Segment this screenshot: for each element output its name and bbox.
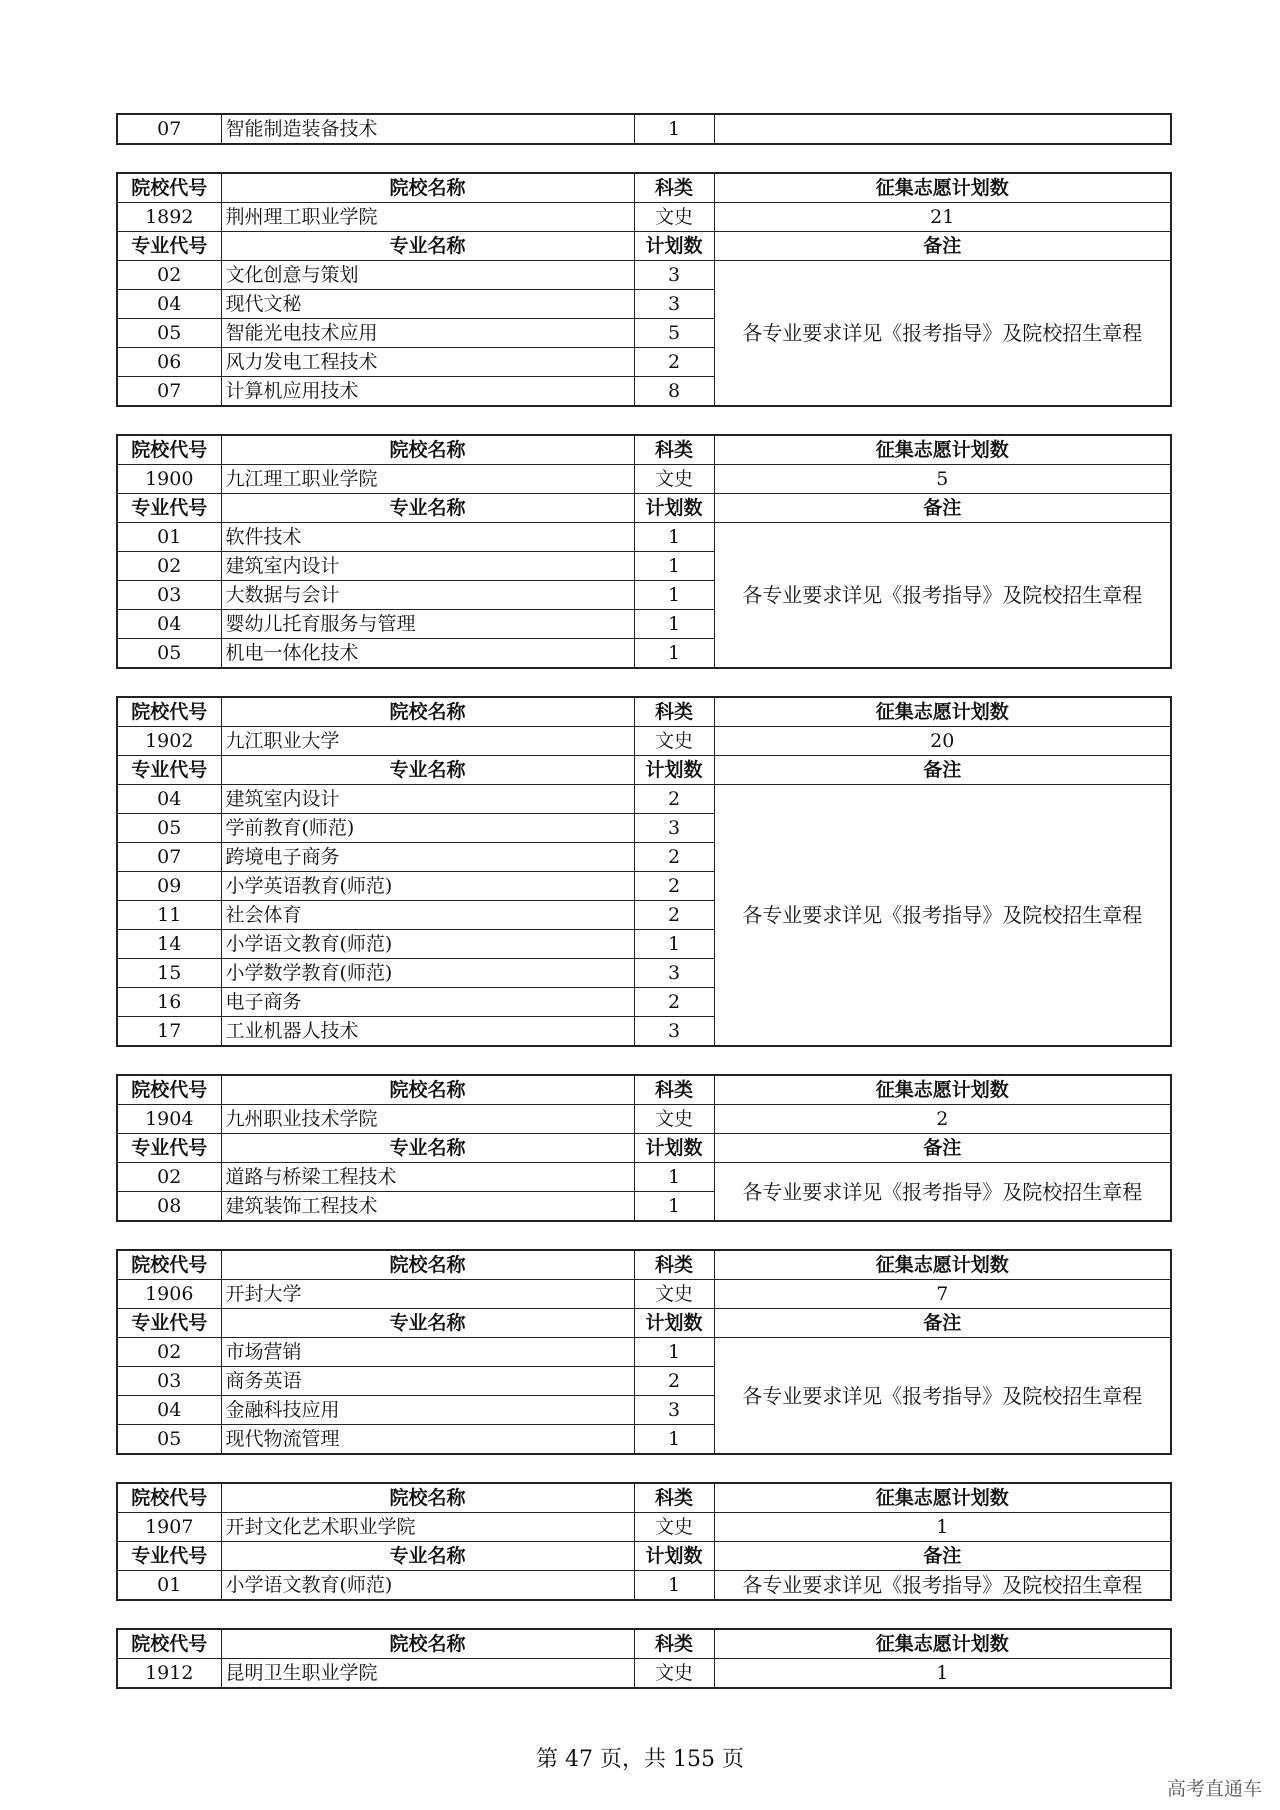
plan-count-cell: 2 xyxy=(634,785,714,814)
plan-count-cell: 2 xyxy=(634,348,714,377)
header-school-code: 院校代号 xyxy=(117,173,221,203)
header-school-name: 院校名称 xyxy=(221,1250,634,1280)
major-code-cell: 16 xyxy=(117,988,221,1017)
header-plan-total: 征集志愿计划数 xyxy=(714,1250,1171,1280)
plan-count-cell: 3 xyxy=(634,261,714,290)
major-code-cell: 11 xyxy=(117,901,221,930)
plan-total-cell: 2 xyxy=(714,1105,1171,1134)
header-category: 科类 xyxy=(634,173,714,203)
plan-total-cell: 5 xyxy=(714,465,1171,494)
header-major-name: 专业名称 xyxy=(221,494,634,523)
major-code-cell: 04 xyxy=(117,610,221,639)
table-row xyxy=(117,523,1171,552)
plan-count-cell: 2 xyxy=(634,843,714,872)
header-plan-total: 征集志愿计划数 xyxy=(714,1483,1171,1513)
header-remarks: 备注 xyxy=(714,1309,1171,1338)
plan-count-cell: 1 xyxy=(634,1425,714,1455)
school-code-cell: 1912 xyxy=(117,1659,221,1689)
category-cell: 文史 xyxy=(634,1513,714,1542)
category-cell: 文史 xyxy=(634,1105,714,1134)
major-name-cell: 智能制造装备技术 xyxy=(221,114,634,144)
school-code-cell: 1907 xyxy=(117,1513,221,1542)
header-remarks: 备注 xyxy=(714,1134,1171,1163)
major-code-cell: 17 xyxy=(117,1017,221,1047)
remark-cell: 各专业要求详见《报考指导》及院校招生章程 xyxy=(714,1571,1171,1601)
school-header-row xyxy=(117,1250,1171,1280)
major-name-cell: 商务英语 xyxy=(221,1367,634,1396)
school-name-cell: 九州职业技术学院 xyxy=(221,1105,634,1134)
category-cell: 文史 xyxy=(634,203,714,232)
major-name-cell: 智能光电技术应用 xyxy=(221,319,634,348)
school-info-row xyxy=(117,727,1171,756)
school-info-row xyxy=(117,465,1171,494)
school-table xyxy=(116,1482,1172,1601)
major-header-row xyxy=(117,1309,1171,1338)
category-cell: 文史 xyxy=(634,1280,714,1309)
plan-count-cell: 1 xyxy=(634,114,714,144)
plan-count-cell: 8 xyxy=(634,377,714,407)
header-school-name: 院校名称 xyxy=(221,1483,634,1513)
header-category: 科类 xyxy=(634,435,714,465)
major-code-cell: 04 xyxy=(117,1396,221,1425)
major-code-cell: 05 xyxy=(117,319,221,348)
school-table xyxy=(116,1628,1172,1689)
school-table xyxy=(116,434,1172,669)
plan-count-cell: 1 xyxy=(634,610,714,639)
watermark-text: 高考直通车 xyxy=(1166,1778,1262,1800)
school-header-row xyxy=(117,435,1171,465)
plan-count-cell: 1 xyxy=(634,523,714,552)
header-plan-total: 征集志愿计划数 xyxy=(714,435,1171,465)
major-header-row xyxy=(117,494,1171,523)
major-code-cell: 07 xyxy=(117,377,221,407)
header-school-code: 院校代号 xyxy=(117,1629,221,1659)
header-major-name: 专业名称 xyxy=(221,1134,634,1163)
remark-cell: 各专业要求详见《报考指导》及院校招生章程 xyxy=(714,1338,1171,1455)
major-name-cell: 建筑室内设计 xyxy=(221,785,634,814)
header-category: 科类 xyxy=(634,1483,714,1513)
plan-total-cell: 1 xyxy=(714,1659,1171,1689)
school-code-cell: 1904 xyxy=(117,1105,221,1134)
school-name-cell: 九江理工职业学院 xyxy=(221,465,634,494)
header-major-name: 专业名称 xyxy=(221,756,634,785)
header-category: 科类 xyxy=(634,1250,714,1280)
major-code-cell: 15 xyxy=(117,959,221,988)
school-table xyxy=(116,172,1172,407)
major-header-row xyxy=(117,756,1171,785)
header-major-code: 专业代号 xyxy=(117,1134,221,1163)
remark-cell: 各专业要求详见《报考指导》及院校招生章程 xyxy=(714,261,1171,407)
plan-count-cell: 2 xyxy=(634,988,714,1017)
category-cell: 文史 xyxy=(634,1659,714,1689)
header-major-code: 专业代号 xyxy=(117,232,221,261)
plan-count-cell: 3 xyxy=(634,1396,714,1425)
school-info-row xyxy=(117,1105,1171,1134)
plan-count-cell: 2 xyxy=(634,901,714,930)
table-row xyxy=(117,1571,1171,1601)
major-name-cell: 现代物流管理 xyxy=(221,1425,634,1455)
category-cell: 文史 xyxy=(634,727,714,756)
plan-count-cell: 3 xyxy=(634,1017,714,1047)
major-name-cell: 建筑装饰工程技术 xyxy=(221,1192,634,1222)
school-table xyxy=(116,696,1172,1047)
major-name-cell: 婴幼儿托育服务与管理 xyxy=(221,610,634,639)
header-school-code: 院校代号 xyxy=(117,1483,221,1513)
school-info-row xyxy=(117,203,1171,232)
plan-count-cell: 1 xyxy=(634,552,714,581)
major-code-cell: 02 xyxy=(117,261,221,290)
major-name-cell: 电子商务 xyxy=(221,988,634,1017)
major-code-cell: 07 xyxy=(117,114,221,144)
plan-total-cell: 21 xyxy=(714,203,1171,232)
major-code-cell: 08 xyxy=(117,1192,221,1222)
category-cell: 文史 xyxy=(634,465,714,494)
major-code-cell: 03 xyxy=(117,581,221,610)
plan-total-cell: 7 xyxy=(714,1280,1171,1309)
major-code-cell: 04 xyxy=(117,290,221,319)
major-code-cell: 05 xyxy=(117,814,221,843)
school-name-cell: 荆州理工职业学院 xyxy=(221,203,634,232)
major-name-cell: 建筑室内设计 xyxy=(221,552,634,581)
school-table xyxy=(116,1074,1172,1222)
header-remarks: 备注 xyxy=(714,756,1171,785)
header-major-code: 专业代号 xyxy=(117,1542,221,1571)
major-name-cell: 工业机器人技术 xyxy=(221,1017,634,1047)
major-code-cell: 14 xyxy=(117,930,221,959)
school-code-cell: 1902 xyxy=(117,727,221,756)
major-header-row xyxy=(117,232,1171,261)
major-code-cell: 01 xyxy=(117,523,221,552)
major-code-cell: 05 xyxy=(117,639,221,669)
major-name-cell: 小学语文教育(师范) xyxy=(221,930,634,959)
header-remarks: 备注 xyxy=(714,494,1171,523)
header-plan-total: 征集志愿计划数 xyxy=(714,1629,1171,1659)
major-name-cell: 市场营销 xyxy=(221,1338,634,1367)
header-plan-count: 计划数 xyxy=(634,1134,714,1163)
plan-count-cell: 1 xyxy=(634,930,714,959)
plan-count-cell: 5 xyxy=(634,319,714,348)
header-school-name: 院校名称 xyxy=(221,435,634,465)
header-plan-count: 计划数 xyxy=(634,1542,714,1571)
header-school-name: 院校名称 xyxy=(221,173,634,203)
major-code-cell: 03 xyxy=(117,1367,221,1396)
major-code-cell: 07 xyxy=(117,843,221,872)
header-remarks: 备注 xyxy=(714,1542,1171,1571)
header-plan-count: 计划数 xyxy=(634,756,714,785)
school-name-cell: 开封大学 xyxy=(221,1280,634,1309)
major-name-cell: 小学英语教育(师范) xyxy=(221,872,634,901)
plan-count-cell: 1 xyxy=(634,581,714,610)
plan-count-cell: 3 xyxy=(634,290,714,319)
header-school-code: 院校代号 xyxy=(117,1250,221,1280)
header-major-code: 专业代号 xyxy=(117,494,221,523)
table-row xyxy=(117,1163,1171,1192)
major-name-cell: 文化创意与策划 xyxy=(221,261,634,290)
plan-count-cell: 1 xyxy=(634,1338,714,1367)
header-plan-count: 计划数 xyxy=(634,494,714,523)
major-code-cell: 02 xyxy=(117,1163,221,1192)
header-major-code: 专业代号 xyxy=(117,756,221,785)
major-name-cell: 小学语文教育(师范) xyxy=(221,1571,634,1601)
plan-count-cell: 1 xyxy=(634,1571,714,1601)
major-code-cell: 02 xyxy=(117,552,221,581)
major-name-cell: 现代文秘 xyxy=(221,290,634,319)
school-header-row xyxy=(117,1483,1171,1513)
major-name-cell: 计算机应用技术 xyxy=(221,377,634,407)
plan-count-cell: 3 xyxy=(634,959,714,988)
header-major-name: 专业名称 xyxy=(221,1309,634,1338)
header-major-name: 专业名称 xyxy=(221,232,634,261)
header-school-code: 院校代号 xyxy=(117,1075,221,1105)
header-plan-count: 计划数 xyxy=(634,232,714,261)
remark-cell: 各专业要求详见《报考指导》及院校招生章程 xyxy=(714,1163,1171,1222)
major-name-cell: 小学数学教育(师范) xyxy=(221,959,634,988)
plan-count-cell: 3 xyxy=(634,814,714,843)
page-number: 第 47 页，共 155 页 xyxy=(536,1747,744,1772)
school-header-row xyxy=(117,1075,1171,1105)
table-row xyxy=(117,261,1171,290)
major-header-row xyxy=(117,1134,1171,1163)
remark-cell xyxy=(714,114,1171,144)
major-code-cell: 06 xyxy=(117,348,221,377)
plan-count-cell: 2 xyxy=(634,872,714,901)
major-name-cell: 学前教育(师范) xyxy=(221,814,634,843)
header-category: 科类 xyxy=(634,1629,714,1659)
header-school-name: 院校名称 xyxy=(221,697,634,727)
header-school-code: 院校代号 xyxy=(117,697,221,727)
major-code-cell: 01 xyxy=(117,1571,221,1601)
admission-plan-tables xyxy=(116,113,1170,1689)
school-name-cell: 开封文化艺术职业学院 xyxy=(221,1513,634,1542)
school-info-row xyxy=(117,1280,1171,1309)
header-remarks: 备注 xyxy=(714,232,1171,261)
header-plan-total: 征集志愿计划数 xyxy=(714,173,1171,203)
header-plan-count: 计划数 xyxy=(634,1309,714,1338)
school-info-row xyxy=(117,1513,1171,1542)
school-header-row xyxy=(117,697,1171,727)
header-category: 科类 xyxy=(634,1075,714,1105)
plan-count-cell: 1 xyxy=(634,639,714,669)
header-school-name: 院校名称 xyxy=(221,1629,634,1659)
header-category: 科类 xyxy=(634,697,714,727)
school-code-cell: 1900 xyxy=(117,465,221,494)
major-code-cell: 09 xyxy=(117,872,221,901)
school-header-row xyxy=(117,1629,1171,1659)
major-name-cell: 道路与桥梁工程技术 xyxy=(221,1163,634,1192)
remark-cell: 各专业要求详见《报考指导》及院校招生章程 xyxy=(714,523,1171,669)
header-major-name: 专业名称 xyxy=(221,1542,634,1571)
major-name-cell: 大数据与会计 xyxy=(221,581,634,610)
major-name-cell: 社会体育 xyxy=(221,901,634,930)
header-school-name: 院校名称 xyxy=(221,1075,634,1105)
school-name-cell: 昆明卫生职业学院 xyxy=(221,1659,634,1689)
plan-count-cell: 2 xyxy=(634,1367,714,1396)
school-table xyxy=(116,1249,1172,1455)
header-plan-total: 征集志愿计划数 xyxy=(714,697,1171,727)
major-code-cell: 04 xyxy=(117,785,221,814)
major-header-row xyxy=(117,1542,1171,1571)
school-code-cell: 1892 xyxy=(117,203,221,232)
continued-table xyxy=(116,113,1172,145)
table-row xyxy=(117,114,1171,144)
remark-cell: 各专业要求详见《报考指导》及院校招生章程 xyxy=(714,785,1171,1047)
major-name-cell: 金融科技应用 xyxy=(221,1396,634,1425)
plan-count-cell: 1 xyxy=(634,1192,714,1222)
school-code-cell: 1906 xyxy=(117,1280,221,1309)
school-info-row xyxy=(117,1659,1171,1689)
header-major-code: 专业代号 xyxy=(117,1309,221,1338)
table-row xyxy=(117,785,1171,814)
plan-total-cell: 1 xyxy=(714,1513,1171,1542)
header-plan-total: 征集志愿计划数 xyxy=(714,1075,1171,1105)
major-name-cell: 风力发电工程技术 xyxy=(221,348,634,377)
major-name-cell: 跨境电子商务 xyxy=(221,843,634,872)
plan-total-cell: 20 xyxy=(714,727,1171,756)
major-name-cell: 机电一体化技术 xyxy=(221,639,634,669)
major-name-cell: 软件技术 xyxy=(221,523,634,552)
major-code-cell: 02 xyxy=(117,1338,221,1367)
header-school-code: 院校代号 xyxy=(117,435,221,465)
school-name-cell: 九江职业大学 xyxy=(221,727,634,756)
major-code-cell: 05 xyxy=(117,1425,221,1455)
table-row xyxy=(117,1338,1171,1367)
plan-count-cell: 1 xyxy=(634,1163,714,1192)
school-header-row xyxy=(117,173,1171,203)
